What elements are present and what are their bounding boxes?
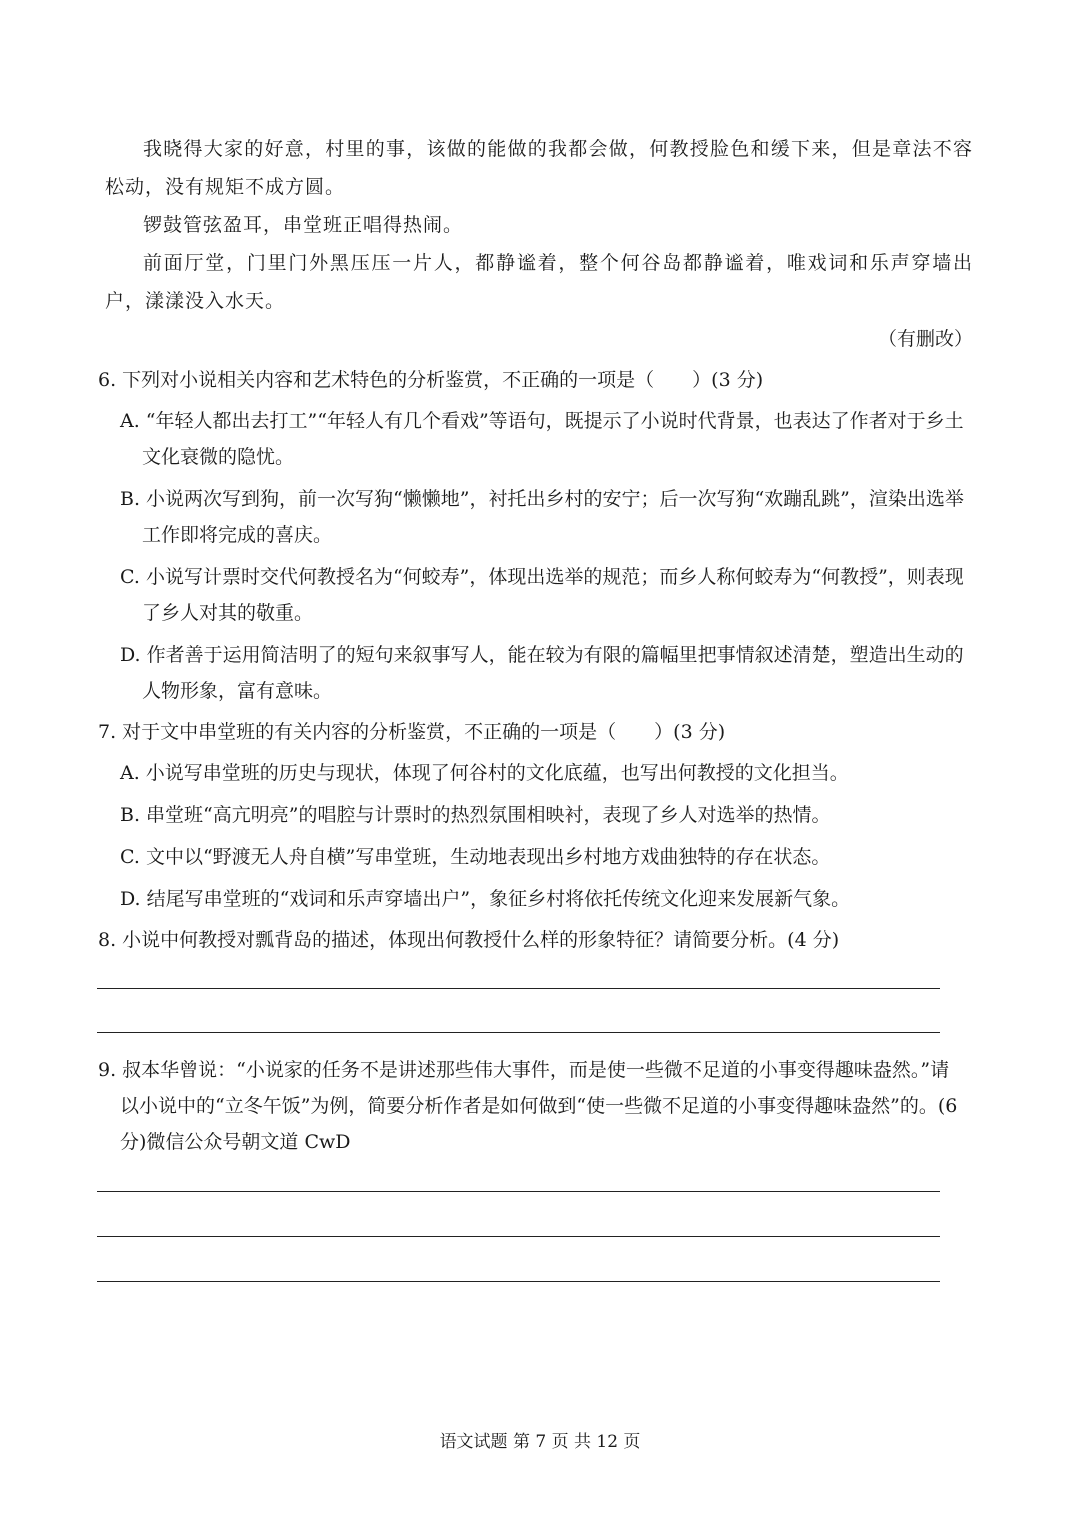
option-c: C. 文中以“野渡无人舟自横”写串堂班，生动地表现出乡村地方戏曲独特的存在状态。 [120, 846, 831, 868]
option-b: B. 串堂班“高亢明亮”的唱腔与计票时的热烈氛围相映衬，表现了乡人对选举的热情。 [120, 804, 831, 826]
question-7-stem: 7. 对于文中串堂班的有关内容的分析鉴赏，不正确的一项是（ ）(3 分) [98, 721, 726, 743]
passage-paragraph: 前面厅堂，门里门外黑压压一片人，都静谧着，整个何谷岛都静谧着，唯戏词和乐声穿墙出户，漾漾没入水天。 [105, 252, 973, 312]
question-6 [98, 363, 978, 709]
option-d: D. 结尾写串堂班的“戏词和乐声穿墙出户”，象征乡村将依托传统文化迎来发展新气象。 [120, 888, 851, 910]
answer-line[interactable] [97, 1032, 940, 1033]
option-a: A. 小说写串堂班的历史与现状，体现了何谷村的文化底蕴，也写出何教授的文化担当。 [120, 762, 849, 784]
page-footer: 语文试题 第 7 页 共 12 页 [439, 1432, 641, 1452]
option-c: C. 小说写计票时交代何教授名为“何蛟寿”，体现出选举的规范；而乡人称何蛟寿为“何教授”，则表现了乡人对其的敬重。 [120, 566, 964, 624]
passage [105, 130, 973, 358]
question-7-options [120, 755, 978, 917]
answer-line[interactable] [97, 1191, 940, 1192]
option-d: D. 作者善于运用简洁明了的短句来叙事写人，能在较为有限的篇幅里把事情叙述清楚，塑造出生动的人物形象，富有意味。 [120, 644, 964, 702]
answer-line[interactable] [97, 1281, 940, 1282]
passage-paragraph: 我晓得大家的好意，村里的事，该做的能做的我都会做，何教授脸色和缓下来，但是章法不容松动，没有规矩不成方圆。 [105, 138, 973, 198]
questions [98, 363, 978, 957]
question-9 [98, 1052, 968, 1160]
question-8-stem: 8. 小说中何教授对瓢背岛的描述，体现出何教授什么样的形象特征？请简要分析。(4 分) [98, 929, 840, 951]
question-8 [98, 923, 978, 957]
question-9-stem: 9. 叔本华曾说：“小说家的任务不是讲述那些伟大事件，而是使一些微不足道的小事变得趣味盎然。”请以小说中的“立冬午饭”为例，简要分析作者是如何做到“使一些微不足道的小事变得趣味盎然”的。(6 分)微信公众号朝文道 CwD [98, 1059, 958, 1153]
answer-line[interactable] [97, 988, 940, 989]
question-7 [98, 715, 978, 917]
option-b: B. 小说两次写到狗，前一次写狗“懒懒地”，衬托出乡村的安宁；后一次写狗“欢蹦乱跳”，渲染出选举工作即将完成的喜庆。 [120, 488, 964, 546]
answer-line[interactable] [97, 1236, 940, 1237]
question-6-options [120, 403, 978, 709]
edit-credit: （有删改） [877, 328, 973, 350]
option-a: A. “年轻人都出去打工”“年轻人有几个看戏”等语句，既提示了小说时代背景，也表达了作者对于乡土文化衰微的隐忧。 [120, 410, 964, 468]
passage-paragraph: 锣鼓管弦盈耳，串堂班正唱得热闹。 [143, 214, 464, 236]
question-6-stem: 6. 下列对小说相关内容和艺术特色的分析鉴赏，不正确的一项是（ ）(3 分) [98, 369, 764, 391]
